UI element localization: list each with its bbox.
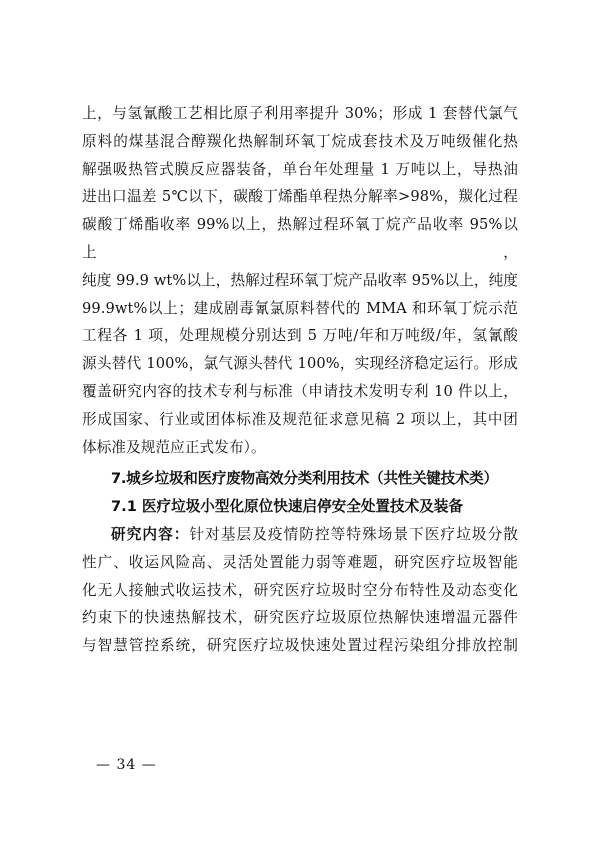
text-line: 99.9wt%以上；建成剧毒氰氯原料替代的 MMA 和环氧丁烷示范 bbox=[82, 299, 518, 317]
text-line: 覆盖研究内容的技术专利与标准（申请技术发明专利 10 件以上， bbox=[82, 382, 518, 400]
text-line: 与智慧管控系统，研究医疗垃圾快速处置过程污染组分排放控制 bbox=[82, 637, 518, 655]
text-line: 原料的煤基混合醇羰化热解制环氧丁烷成套技术及万吨级催化热 bbox=[82, 132, 518, 150]
text-line: 源头替代 100%，氯气源头替代 100%，实现经济稳定运行。形成 bbox=[82, 355, 518, 373]
research-content-label: 研究内容： bbox=[111, 525, 190, 543]
text-line: 化无人接触式收运技术，研究医疗垃圾时空分布特性及动态变化 bbox=[82, 581, 518, 599]
text-line: 进出口温差 5℃以下，碳酸丁烯酯单程热分解率>98%，羰化过程 bbox=[82, 188, 518, 206]
continuation-paragraph bbox=[82, 100, 518, 461]
text-line: 性广、收运风险高、灵活处置能力弱等难题，研究医疗垃圾智能 bbox=[82, 553, 518, 571]
section-heading-7: 7.城乡垃圾和医疗废物高效分类利用技术（共性关键技术类） bbox=[111, 470, 498, 488]
text-line: 形成国家、行业或团体标准及规范征求意见稿 2 项以上，其中团 bbox=[82, 410, 518, 428]
section-heading-7-1: 7.1 医疗垃圾小型化原位快速启停安全处置技术及装备 bbox=[111, 498, 463, 516]
research-content-first-line: 针对基层及疫情防控等特殊场景下医疗垃圾分散 bbox=[189, 525, 518, 543]
text-line: 上，与氢氰酸工艺相比原子利用率提升 30%；形成 1 套替代氯气 bbox=[82, 105, 518, 122]
page-content bbox=[82, 100, 518, 660]
research-content-paragraph bbox=[82, 521, 518, 660]
text-line: 纯度 99.9 wt%以上，热解过程环氧丁烷产品收率 95%以上，纯度 bbox=[82, 271, 518, 289]
text-line: 约束下的快速热解技术，研究医疗垃圾原位热解快速增温元器件 bbox=[82, 609, 518, 627]
text-line: 碳酸丁烯酯收率 99%以上，热解过程环氧丁烷产品收率 95%以上， bbox=[82, 216, 518, 261]
text-line bbox=[82, 521, 518, 549]
text-line: 解强吸热管式膜反应器装备，单台年处理量 1 万吨以上，导热油 bbox=[82, 160, 518, 178]
page-number: — 34 — bbox=[96, 757, 157, 773]
text-line: 工程各 1 项，处理规模分别达到 5 万吨/年和万吨级/年，氢氰酸 bbox=[82, 327, 518, 345]
text-line: 体标准及规范应正式发布）。 bbox=[82, 438, 266, 456]
